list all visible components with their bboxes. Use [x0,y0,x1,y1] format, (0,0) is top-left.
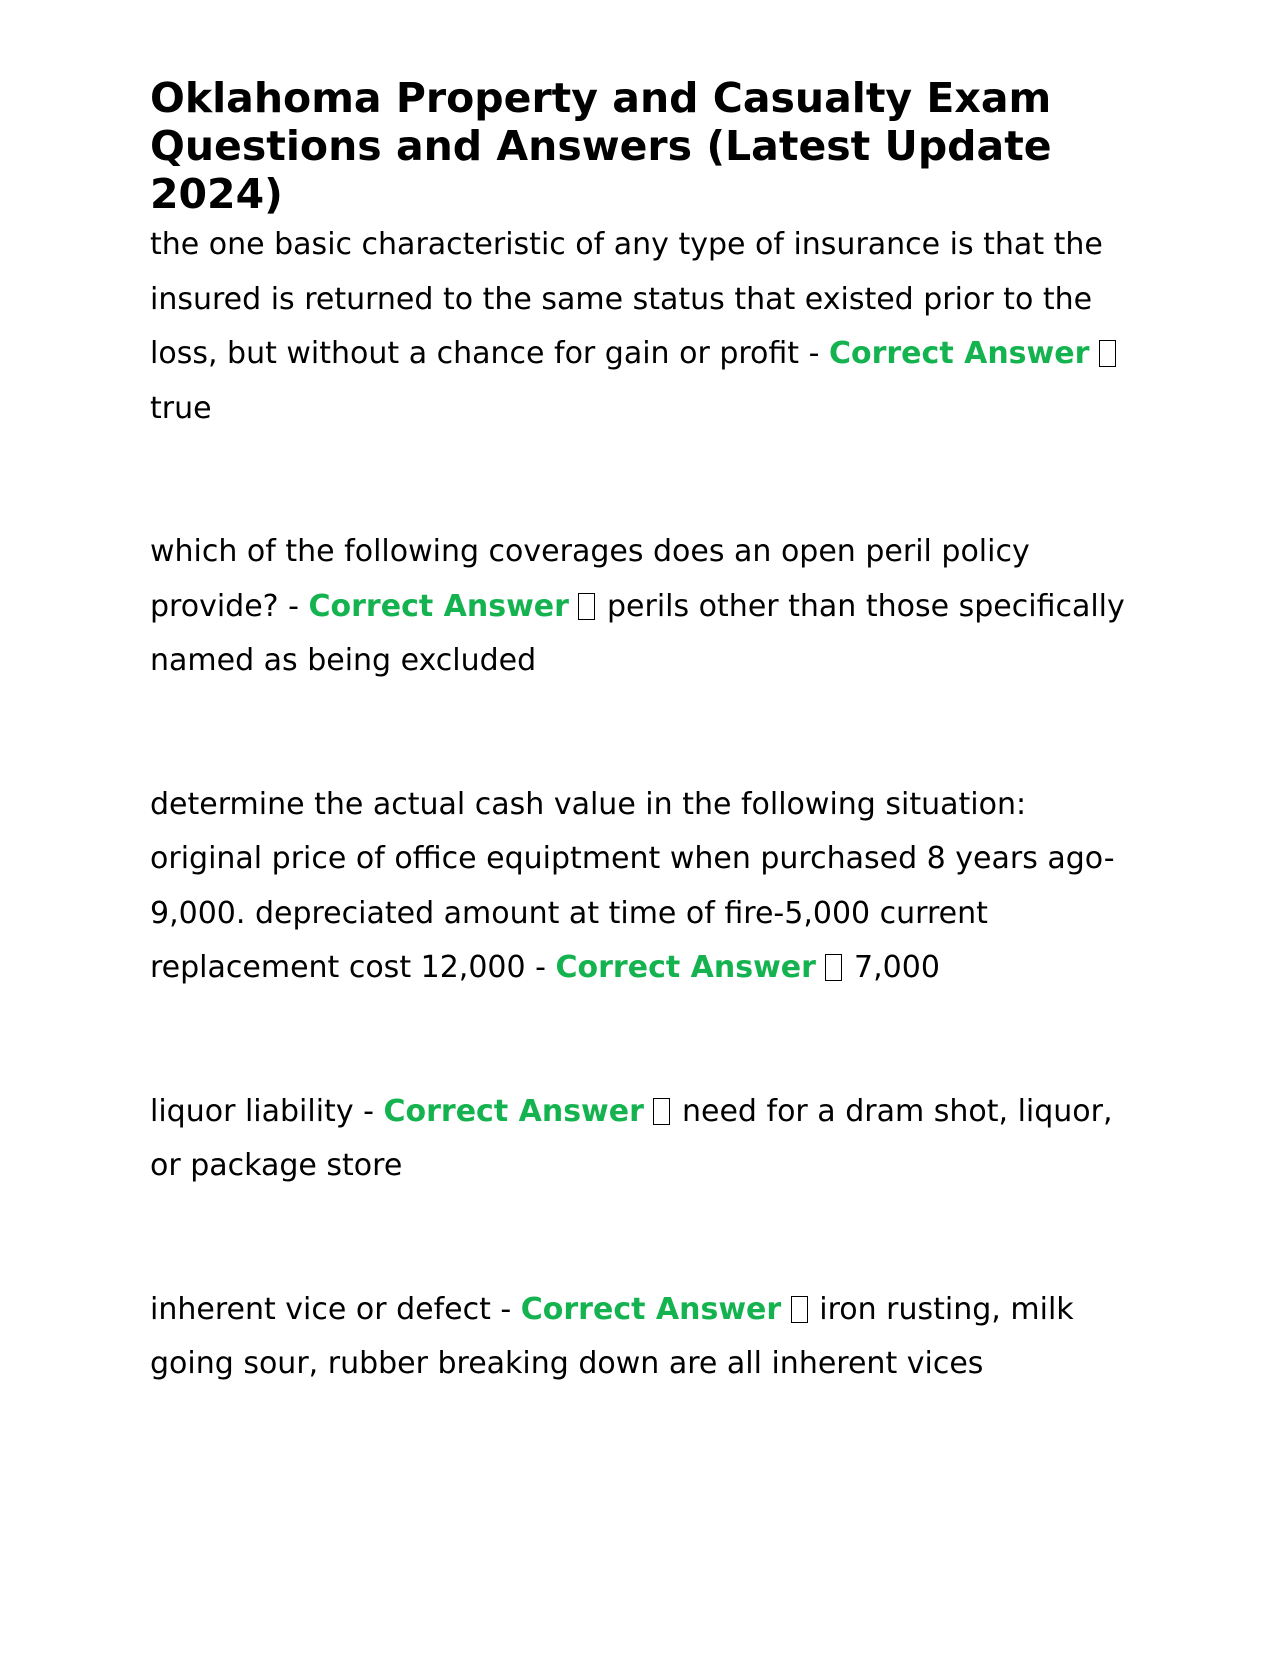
answer-text: true [150,390,212,426]
question-text: the one basic characteristic of any type of insurance is that the insured is returned to the same status that existed prior to the loss, but without a chance for gain or profit [150,227,1103,371]
missing-glyph-box-icon [1099,340,1116,367]
answer-text: 7,000 [854,950,940,985]
separator: - [799,336,829,371]
separator: - [353,1093,384,1129]
answer-text: iron rusting, milk going sour, rubber breaking down are all inherent vices [150,1291,1074,1381]
correct-answer-label: Correct Answer [308,588,569,624]
question-text: which of the following coverages does an open peril policy provide? [150,534,1030,624]
correct-answer-label: Correct Answer [520,1291,782,1327]
separator: - [278,588,309,624]
answer-text: need for a dram shot, liquor, or package store [150,1093,1113,1183]
question-text: determine the actual cash value in the following situation: original price of office equiptment when purchased 8 years ago- 9,000. depreciated amount at time of fire-5,000 current replacement cost 12,000 [150,786,1115,985]
qa-item [150,778,1130,996]
separator: - [525,950,556,985]
missing-glyph-box-icon [653,1098,670,1125]
correct-answer-label: Correct Answer [383,1093,644,1129]
qa-list [150,218,1130,1392]
document-title: Oklahoma Property and Casualty Exam Questions and Answers (Latest Update 2024) [150,74,1052,218]
missing-glyph-box-icon [578,593,595,620]
qa-item [150,1283,1130,1392]
qa-item [150,218,1130,436]
question-text: inherent vice or defect [150,1291,491,1327]
separator: - [490,1291,521,1327]
answer-text: perils other than those specifically named as being excluded [150,588,1125,678]
correct-answer-label: Correct Answer [828,336,1090,371]
question-text: liquor liability [150,1093,354,1129]
missing-glyph-box-icon [791,1296,808,1323]
document-page [150,74,1130,1392]
correct-answer-label: Correct Answer [555,950,816,985]
qa-item [150,1085,1130,1194]
qa-item [150,525,1130,689]
missing-glyph-box-icon [825,954,842,981]
